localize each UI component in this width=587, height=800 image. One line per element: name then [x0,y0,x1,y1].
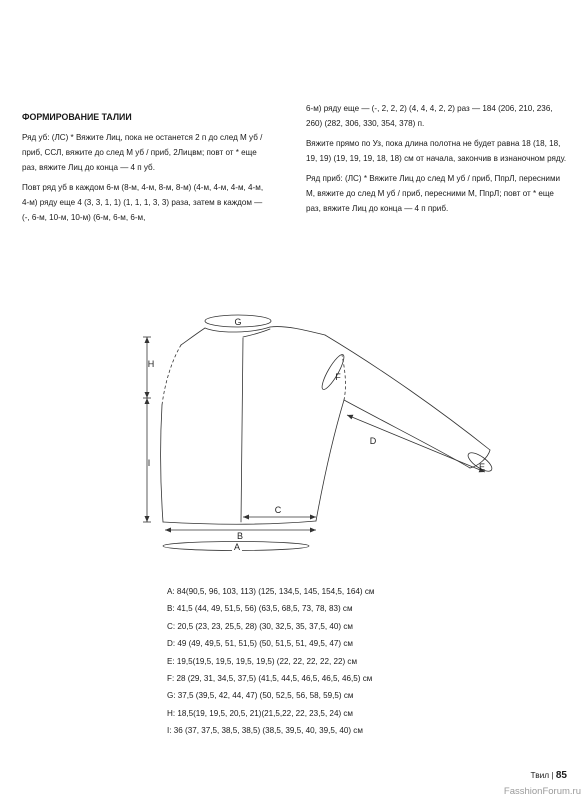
label-a: A [233,542,241,552]
left-text-column [22,110,267,225]
measurement-d: D: 49 (49, 49,5, 51, 51,5) (50, 51,5, 51, 49,5, 47) см [167,639,353,649]
body-left-side [161,405,163,522]
measurement-a: A: 84(90,5, 96, 103, 113) (125, 134,5, 145, 154,5, 164) см [167,587,375,596]
label-b: B [236,531,244,541]
raglan-left [162,345,181,405]
measurements-list [167,583,374,740]
label-i: I [147,458,151,468]
right-paragraph-1: 6-м) ряду еще — (-, 2, 2, 2) (4, 4, 4, 2, 2) раз — 184 (206, 210, 236, 260) (282, 306, 330, 354, 378) п. [306,104,553,128]
circumference-ovals [163,315,495,551]
label-f: F [335,372,341,382]
right-text-column [306,101,568,216]
footer-section: Твил [530,770,550,780]
right-paragraph-2: Вяжите прямо по Уз, пока длина полотна не будет равна 18 (18, 18, 19, 19) (19, 19, 19, 18, 18) см от начала, закончив в изнаночном ряду. [306,139,567,163]
diagram-letters [148,316,485,552]
sweater-outline [161,327,490,525]
label-d: D [369,436,377,446]
sleeve-top [325,335,490,450]
page-number: 85 [555,770,567,781]
shoulder-right [270,327,325,335]
label-e: E [478,462,486,472]
left-paragraph-2: Повт ряд уб в каждом 6-м (8-м, 4-м, 8-м, 8-м) (4-м, 4-м, 4-м, 4-м, 4-м) ряду еще 4 (3, 3, 1, 1) (1, 1, 1, 3, 3) раза, затем в каждом — (-, 6-м, 10-м, 10-м) (6-м, 6-м, 6-м, [22,183,264,222]
shoulder-left [181,328,205,345]
right-paragraph-3: Ряд приб: (ЛС) * Вяжите Лиц до след М уб / приб, ПпрЛ, пересними М, вяжите до след М уб / приб, пересними М, ПпрЛ; повт от * еще раз, вяжите Лиц до конца — 4 п приб. [306,174,561,213]
watermark: FasshionForum.ru [503,786,581,797]
neckline-back [205,327,270,332]
body-right-side [316,400,344,521]
section-heading: ФОРМИРОВАНИЕ ТАЛИИ [22,112,132,122]
armhole-oval-f [319,352,348,392]
garment-schematic [0,300,587,575]
measurement-e: E: 19,5(19,5, 19,5, 19,5, 19,5) (22, 22, 22, 22, 22) см [167,656,358,666]
armhole-right [342,355,345,400]
footer-separator: | [551,770,554,780]
measurement-h: H: 18,5(19, 19,5, 20,5, 21)(21,5,22, 22, 23,5, 24) см [167,708,353,718]
label-g: G [234,317,242,327]
measurement-b: B: 41,5 (44, 49, 51,5, 56) (63,5, 68,5, 73, 78, 83) см [167,604,353,614]
label-h: H [147,359,155,369]
measurement-c: C: 20,5 (23, 23, 25,5, 28) (30, 32,5, 35, 37,5, 40) см [167,621,353,631]
hem [163,521,316,524]
measurement-i: I: 36 (37, 37,5, 38,5, 38,5) (38,5, 39,5, 40, 39,5, 40) см [167,726,363,736]
label-c: C [274,505,282,515]
measurement-f: F: 28 (29, 31, 34,5, 37,5) (41,5, 44,5, 46,5, 46,5, 46,5) см [167,673,373,683]
dimension-marks [143,337,485,533]
page-footer [531,770,568,781]
left-paragraph-1: Ряд уб: (ЛС) * Вяжите Лиц, пока не останется 2 п до след М уб / приб, ССЛ, вяжите до след М уб / приб, 2Лицвм; повт от * еще раз, вяжите Лиц до конца — 4 п уб. [22,133,263,172]
measurement-g: G: 37,5 (39,5, 42, 44, 47) (50, 52,5, 56, 58, 59,5) см [167,691,354,701]
front-edge [241,338,243,522]
